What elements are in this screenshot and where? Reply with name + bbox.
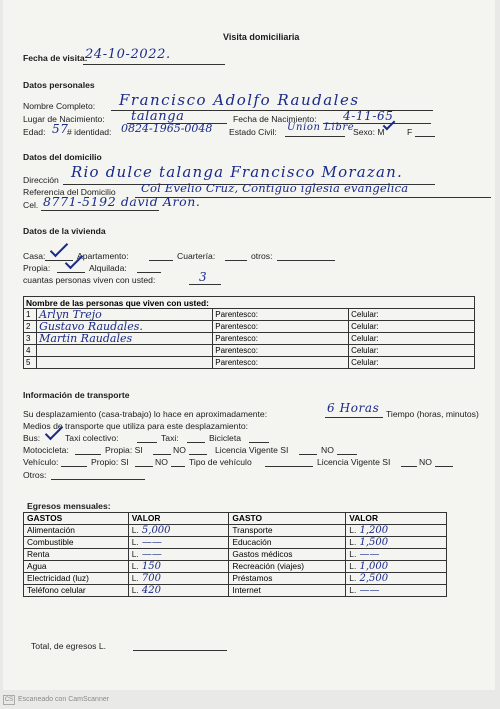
moto-propia-no-label: NO [173,445,186,455]
propia-label: Propia: [23,263,51,273]
edad-label: Edad: [23,127,46,137]
alquilada-label: Alquilada: [89,263,127,273]
egreso-amount-right: —— [359,584,380,596]
footer-watermark [3,695,109,705]
persona-name [37,345,213,357]
direccion-label: Dirección [23,175,59,185]
egreso-amount-left: 700 [141,572,161,584]
motocicleta-line [75,454,101,455]
moto-licencia-no-line [337,454,357,455]
egreso-item-left: Alimentación [24,524,129,536]
currency-label: L. [349,584,357,595]
egreso-item-left: Renta [24,548,129,560]
egreso-value-right [346,584,447,596]
persona-celular-label: Celular: [349,357,475,369]
egreso-item-right: Transporte [229,524,346,536]
egreso-item-left: Teléfono celular [24,584,129,596]
currency-label: L. [131,548,139,559]
egreso-value-left [128,584,229,596]
cuantas-value: 3 [199,270,208,284]
col-gastos: GASTOS [24,513,129,525]
vehiculo-propio-no-label: NO [155,457,168,467]
vehiculo-propio-si-line [135,466,153,467]
persona-num: 5 [24,357,37,369]
currency-label: L. [349,572,357,583]
medios-label: Medios de transporte que utiliza para este desplazamiento: [23,421,249,431]
document-title: Visita domiciliaria [223,32,300,42]
otros-transporte-label: Otros: [23,470,47,480]
egreso-item-left: Agua [24,560,129,572]
egreso-item-right: Préstamos [229,572,346,584]
currency-label: L. [349,524,357,535]
moto-licencia-label: Licencia Vigente SI [215,445,289,455]
casa-label: Casa: [23,251,46,261]
personales-heading: Datos personales [23,80,95,90]
vehiculo-propio-label: Propio: SI [91,457,129,467]
currency-label: L. [131,584,139,595]
alquilada-line [137,272,161,273]
total-line [133,650,227,651]
egreso-amount-left: —— [141,548,162,560]
taxi-line [187,442,205,443]
desplazamiento-label: Su desplazamiento (casa-trabajo) lo hace en aproximadamente: [23,409,268,419]
bicicleta-label: Bicicleta [209,433,241,443]
sexo-f-label: F [407,127,413,137]
fecha-value: 24-10-2022. [85,47,171,62]
otros-transporte-line [51,479,145,480]
nombre-value: Francisco Adolfo Raudales [119,91,360,109]
cel-label: Cel. [23,200,39,210]
vehiculo-label: Vehículo: [23,457,59,467]
currency-label: L. [131,524,139,535]
cuantas-line [189,284,221,285]
vivienda-heading: Datos de la vivienda [23,226,106,236]
col-valor-right: VALOR [346,513,447,525]
egreso-amount-right: 1,200 [359,524,389,536]
egreso-item-left: Electricidad (luz) [24,572,129,584]
moto-licencia-si-line [299,454,317,455]
taxi-colectivo-label: Taxi colectivo: [65,433,119,443]
persona-num: 3 [24,333,37,345]
persona-num: 1 [24,309,37,321]
tipo-vehiculo-label: Tipo de vehículo [189,457,252,467]
otros-vivienda-label: otros: [251,251,273,261]
camscanner-logo-icon: CS [4,697,14,703]
egreso-row [24,524,447,536]
currency-label: L. [131,560,139,571]
egreso-value-left [128,524,229,536]
persona-parentesco-label: Parentesco: [213,333,349,345]
document-page [3,0,495,690]
edad-value: 57 [52,122,69,136]
col-valor-left: VALOR [128,513,229,525]
egreso-row [24,584,447,596]
taxi-label: Taxi: [161,433,179,443]
persona-row [24,345,475,357]
col-gasto: GASTO [229,513,346,525]
persona-parentesco-label: Parentesco: [213,309,349,321]
sexo-label: Sexo: M [353,127,385,137]
nombre-label: Nombre Completo: [23,101,96,111]
lugar-value: talanga [131,109,185,124]
estado-label: Estado Civil: [229,127,277,137]
vehiculo-licencia-no-label: NO [419,457,432,467]
persona-name: Gustavo Raudales. [37,321,213,333]
egreso-amount-right: 1,500 [359,536,389,548]
moto-propia-si-label: Propia: SI [105,445,143,455]
personas-table [23,296,475,369]
persona-celular-label: Celular: [349,333,475,345]
fecha-nac-value: 4-11-65 [343,109,394,123]
egreso-value-left [128,548,229,560]
egreso-amount-right: —— [359,548,380,560]
egreso-row [24,536,447,548]
identidad-value: 0824-1965-0048 [121,122,213,135]
persona-name [37,357,213,369]
footer-text: Escaneado con CamScanner [18,696,110,703]
persona-name: Arlyn Trejo [37,309,213,321]
currency-label: L. [349,560,357,571]
moto-propia-si-line [153,454,171,455]
bus-label: Bus: [23,433,41,443]
cel-value: 8771-5192 david Aron. [43,194,201,209]
desplazamiento-line [325,417,383,418]
egreso-amount-right: 2,500 [359,572,389,584]
egreso-amount-left: 420 [141,584,161,596]
domicilio-heading: Datos del domicilio [23,152,102,162]
estado-value: Union Libre [287,122,355,133]
egreso-item-right: Recreación (viajes) [229,560,346,572]
cuarteria-line [225,260,247,261]
total-label: Total, de egresos L. [31,641,107,651]
egresos-heading: Egresos mensuales: [27,501,111,511]
apartamento-line [149,260,173,261]
persona-row [24,357,475,369]
egreso-value-left [128,560,229,572]
egreso-value-right [346,572,447,584]
currency-label: L. [131,572,139,583]
apartamento-label: Apartamento: [77,251,129,261]
estado-line [285,136,345,137]
egreso-value-right [346,548,447,560]
egreso-value-right [346,560,447,572]
egreso-value-right [346,524,447,536]
persona-num: 2 [24,321,37,333]
tipo-vehiculo-line [265,466,313,467]
otros-vivienda-line [277,260,335,261]
referencia-label: Referencia del Domicilio [23,187,116,197]
sexo-f-line [415,136,435,137]
direccion-value: Rio dulce talanga Francisco Morazan. [71,163,403,181]
persona-row [24,321,475,333]
desplazamiento-value: 6 Horas [327,401,380,415]
currency-label: L. [349,536,357,547]
egreso-value-right [346,536,447,548]
vehiculo-line [61,466,87,467]
moto-licencia-no-label: NO [321,445,334,455]
desplazamiento-unit: Tiempo (horas, minutos) [386,409,479,419]
vehiculo-licencia-label: Licencia Vigente SI [317,457,391,467]
egreso-item-right: Educación [229,536,346,548]
bicicleta-line [249,442,269,443]
identidad-label: # identidad: [67,127,112,137]
propia-line [57,272,85,273]
persona-name: Martin Raudales [37,333,213,345]
fecha-label: Fecha de visita: [23,53,88,63]
persona-row [24,309,475,321]
egreso-row [24,560,447,572]
vehiculo-propio-no-line [171,466,185,467]
casa-check-icon [50,239,68,257]
persona-celular-label: Celular: [349,309,475,321]
moto-propia-no-line [189,454,207,455]
egreso-amount-left: 5,000 [141,524,171,536]
persona-celular-label: Celular: [349,321,475,333]
egresos-table [23,512,447,597]
egreso-amount-left: 150 [141,560,161,572]
egreso-amount-right: 1,000 [359,560,389,572]
egreso-item-right: Gastos médicos [229,548,346,560]
cuantas-label: cuantas personas viven con usted: [23,275,156,285]
persona-row [24,333,475,345]
egreso-value-left [128,536,229,548]
motocicleta-label: Motocicleta: [23,445,69,455]
cuarteria-label: Cuartería: [177,251,216,261]
persona-parentesco-label: Parentesco: [213,345,349,357]
fecha-line [83,64,225,65]
egreso-item-right: Internet [229,584,346,596]
egreso-item-left: Combustible [24,536,129,548]
egreso-row [24,548,447,560]
taxi-colectivo-line [137,442,157,443]
currency-label: L. [349,548,357,559]
transporte-heading: Información de transporte [23,390,130,400]
vehiculo-licencia-si-line [401,466,417,467]
persona-celular-label: Celular: [349,345,475,357]
egreso-amount-left: —— [141,536,162,548]
egreso-row [24,572,447,584]
cel-line [41,210,159,211]
personas-header: Nombre de las personas que viven con usted: [24,297,475,309]
lugar-label: Lugar de Nacimiento: [23,114,105,124]
egreso-value-left [128,572,229,584]
currency-label: L. [131,536,139,547]
referencia-value: Col Evelio Cruz, Contiguo iglesia evangelica [141,181,409,195]
fecha-nac-label: Fecha de Nacimiento: [233,114,317,124]
persona-parentesco-label: Parentesco: [213,357,349,369]
persona-num: 4 [24,345,37,357]
persona-parentesco-label: Parentesco: [213,321,349,333]
vehiculo-licencia-no-line [435,466,453,467]
